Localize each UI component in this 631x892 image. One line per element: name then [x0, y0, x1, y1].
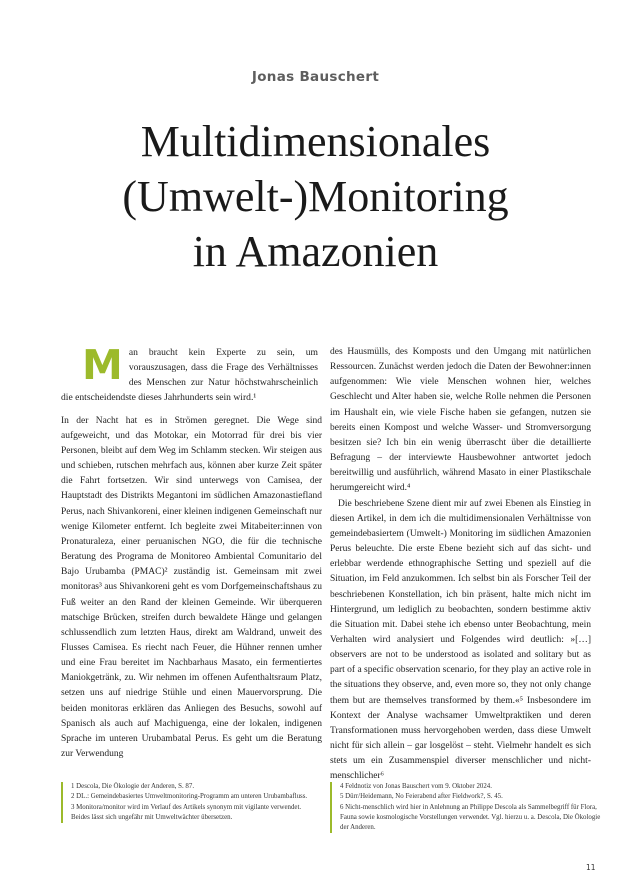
- author-name: Jonas Bauschert: [251, 69, 380, 85]
- footnote: 2 DL.: Gemeindebasiertes Umweltmonitoring-Programm am unteren Urubambafluss.: [71, 793, 308, 801]
- footnotes-left: [61, 782, 321, 823]
- body-paragraph: In der Nacht hat es in Strömen geregnet. Die Wege sind aufgeweicht, und das Motokar, ein Motorrad für drei bis vier Personen, bleibt auf dem Weg im Schlamm stecken. Wir steigen aus und schieben, rutschen mehrfach aus, können aber kurze Zeit später die Fahrt fortsetzen. Wir sind unterwegs von Camisea, der Hauptstadt des Distrikts Megantoni im südlichen Amazonastiefland Perus, nach Shivankoreni, einer kleinen indigenen Gemeinschaft nur wenige Kilometer entfernt. Ich begleite zwei Mitabeiter:innen von Pronaturaleza, einer peruanischen NGO, die für die technische Beratung des Programa de Monitoreo Ambiental Comunitario del Bajo Urubamba (PMAC)² zuständig ist. Gemeinsam mit zwei monitoras³ aus Shivankoreni geht es vom Dorfgemeinschaftshaus zu Fuß weiter an den Rand der kleinen Gemeinde. Wir überqueren matschige Brücken, streifen durch bewaldete Hänge und gelangen schlussendlich zum letzten Haus, direkt am Waldrand, unweit des Flusses Camisea. Es riecht nach Feuer, die Hühner rennen umher und eine Frau bereitet im Nachbarhaus Masato, ein fermentiertes Maniokgetränk, zu. Wir nehmen im offenen Aufenthaltsraum Platz, setzen uns auf niedrige Stühle und einen Mauervorsprung. Die beiden monitoras erklären das Anliegen des Besuchs, sowohl auf Spanisch als auch auf Machiguenga, eine der lokalen, indigenen Sprache im unteren Urubambatal Perus. Es geht um die Beratung zur Verwendung: [61, 415, 322, 760]
- text-column-right: [330, 345, 591, 785]
- title-line: (Umwelt-)Monitoring: [122, 172, 509, 221]
- article-title: [0, 114, 631, 279]
- title-line: in Amazonien: [192, 227, 439, 276]
- body-paragraph: des Hausmülls, des Komposts und den Umgang mit natürlichen Ressourcen. Zunächst werden jedoch die Daten der Bewohner:innen aufgenommen: Wie viele Menschen wohnen hier, welches Geschlecht und Alter haben sie, welche Rolle nehmen die Personen im Haushalt ein, wie viele Fische haben sie gefangen, nutzen sie bereits einen Kompost und welche Wasser- und Stromversorgung besitzen sie? Ich bin ein wenig überrascht über die detaillierte Befragung – der interviewte Hausbewohner antwortet jedoch bereitwillig und ausführlich, während Masato in einer Plastikschale herumgereicht wird.⁴: [330, 347, 591, 494]
- page-number: 11: [586, 863, 596, 872]
- text-column-left: [61, 341, 322, 762]
- lead-text: an braucht kein Experte zu sein, um vorauszusagen, dass die Frage des Verhältnisses des Menschen zur Natur höchstwahrscheinlich die entscheidendste dieses Jahrhunderts sein wird.¹: [61, 347, 318, 404]
- body-paragraph: Die beschriebene Szene dient mir auf zwei Ebenen als Einstieg in diesen Artikel, in dem ich die multidimensionalen Verhältnisse von gemeindebasiertem (Umwelt-) Monitoring im südlichen Amazonien Perus beleuchte. Die erste Ebene bezieht sich auf das sicht- und erlebbar werdende ethnographische Setting und speziell auf die Situation, im Feld anzukommen. Ich selbst bin als Forscher Teil der beschriebenen Konstellation, ich bin präsent, halte mich nicht im Hintergrund, um lediglich zu beobachten, sondern bestimme aktiv die Situation mit. Dabei stehe ich ebenso unter Beobachtung, mein Verhalten wird analysiert und Folgendes wird deutlich: »[…] observers are not to be understood as isolated and solitary but as part of a specific observation scenario, for they play an active role in the situations they observe, and, even more so, they not only change them but are themselves transformed by them.«⁵ Insbesondere im Kontext der Analyse wachsamer Umweltpraktiken und deren Transformationen muss hervorgehoben werden, dass diese Umwelt nicht für sich allein – gar losgelöst – steht. Vielmehr handelt es sich stets um ein Zusammenspiel diverser menschlicher und nicht-menschlicher⁶: [330, 498, 591, 782]
- lead-paragraph: [61, 341, 322, 406]
- footnotes-right: [330, 782, 602, 833]
- footnote: 6 Nicht-menschlich wird hier in Anlehnung an Philippe Descola als Sammelbegriff für Flora, Fauna sowie kosmologische Vorstellungen verwendet. Vgl. hierzu u. a. Descola, Die Ökologie der Anderen.: [340, 803, 601, 832]
- drop-cap: M: [82, 341, 123, 389]
- footnote: 5 Dürr/Heidemann, No Feierabend after Fieldwork?, S. 45.: [340, 793, 503, 801]
- footnote: 3 Monitora/monitor wird im Verlauf des Artikels synonym mit vigilante verwendet. Beides lässt sich ungefähr mit Umweltwächter übersetzen.: [71, 803, 302, 821]
- footnote: 1 Descola, Die Ökologie der Anderen, S. 87.: [71, 783, 195, 790]
- title-line: Multidimensionales: [140, 117, 491, 166]
- footnote: 4 Feldnotiz von Jonas Bauschert vom 9. Oktober 2024.: [340, 783, 492, 790]
